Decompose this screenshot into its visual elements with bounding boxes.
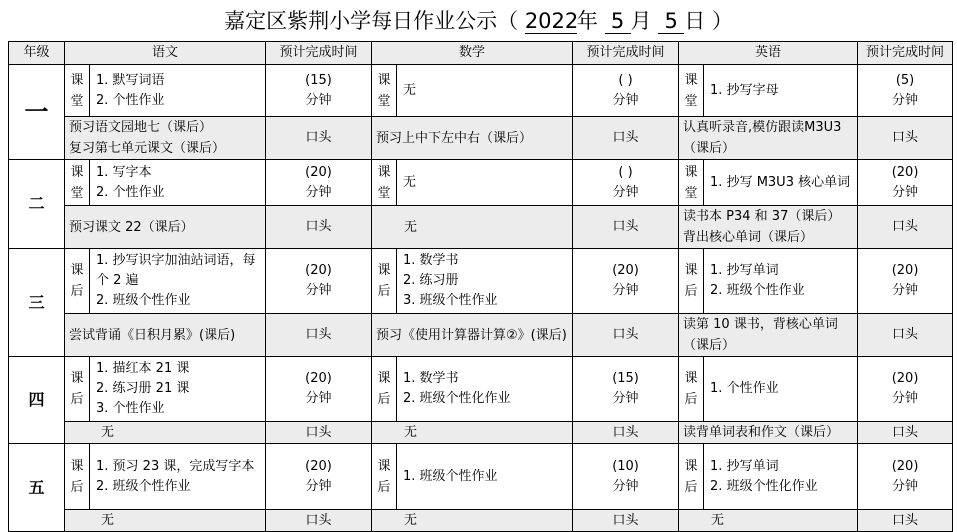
chinese-task-line: 1. 默写词语 [96,72,165,88]
chinese-class-type-char: 课 [70,72,84,88]
title-year: 2022 [524,9,579,33]
math-time-value: (15) [612,371,639,386]
chinese-after-class-time: 口头 [266,510,372,532]
math-class-type-char: 课 [377,164,391,180]
math-class-type [372,65,397,117]
math-after-class-line: 无 [404,219,418,235]
chinese-time-unit: 分钟 [305,478,332,494]
math-after-class-line: 预习《使用计算器计算②》(课后) [376,327,567,343]
math-class-type-char: 后 [377,392,391,407]
chinese-task-line: 2. 个性作业 [96,92,165,108]
english-task-line: 1. 个性作业 [710,381,779,396]
header-time-english: 预计完成时间 [858,42,953,65]
english-time-value: (5) [895,72,915,88]
math-after-class-time: 口头 [573,510,679,532]
chinese-tasks [90,65,266,117]
grade-row [9,357,953,422]
chinese-task-line: 2. 个性作业 [96,184,165,200]
english-tasks [704,249,858,314]
math-time [573,160,679,206]
math-after-class [372,510,573,532]
chinese-class-type-char: 堂 [70,93,84,109]
english-time [858,444,953,510]
grade-label: 一 [9,65,65,160]
english-class-type-char: 课 [684,458,698,474]
english-time [858,357,953,422]
english-after-class-line: （课后） [683,141,736,156]
english-tasks [704,160,858,206]
chinese-tasks [90,160,266,206]
english-time-value: (20) [891,164,919,180]
chinese-time-value: (20) [305,371,332,386]
header-chinese: 语文 [65,42,266,65]
math-tasks [397,444,573,510]
chinese-class-type [65,357,90,422]
chinese-tasks [90,444,266,510]
math-after-class-time: 口头 [573,314,679,357]
math-time-unit: 分钟 [612,283,639,298]
after-class-row [9,314,953,357]
grade-label: 二 [9,160,65,249]
chinese-class-type [65,444,90,510]
math-time [573,249,679,314]
math-after-class-line: 无 [404,513,418,528]
math-time-unit: 分钟 [612,478,639,494]
math-class-type-char: 课 [377,371,391,386]
english-class-type [679,357,704,422]
english-class-type-char: 后 [684,392,698,407]
math-time-value: ( ) [618,72,633,88]
english-time-unit: 分钟 [892,478,919,494]
english-class-type [679,444,704,510]
chinese-after-class-time: 口头 [266,206,372,249]
chinese-after-class [65,117,266,160]
grade-label: 五 [9,444,65,532]
chinese-class-type-char: 课 [70,371,84,386]
header-grade: 年级 [9,42,65,65]
math-time-value: (10) [612,458,639,474]
math-class-type-char: 课 [377,263,391,278]
grade-row [9,65,953,117]
english-tasks [704,357,858,422]
chinese-task-line: 2. 班级个性作业 [96,478,191,494]
english-after-class-line: 背出核心单词（课后） [683,230,814,245]
english-task-line: 1. 抄写单词 [710,263,779,278]
math-after-class-time: 口头 [573,206,679,249]
title-day: 5 [658,9,684,34]
chinese-after-class-time: 口头 [266,422,372,444]
chinese-after-class-line: 预习课文 22（课后） [69,219,194,235]
english-after-class-time: 口头 [858,117,953,160]
math-time [573,357,679,422]
english-class-type [679,65,704,117]
chinese-task-line: 1. 描红本 21 课 [96,361,190,376]
english-task-line: 2. 班级个性化作业 [710,478,818,494]
title-month-unit: 月 [630,9,652,33]
chinese-task-line: 2. 班级个性作业 [96,293,191,308]
math-class-type [372,357,397,422]
math-after-class-time: 口头 [573,422,679,444]
math-time-unit: 分钟 [612,391,639,406]
chinese-after-class-line: 无 [101,425,115,440]
chinese-class-type [65,160,90,206]
grade-label: 三 [9,249,65,357]
header-row [9,42,953,65]
english-class-type-char: 课 [684,164,698,180]
english-after-class-time: 口头 [858,422,953,444]
chinese-time-value: (20) [305,458,332,474]
homework-table [8,41,953,532]
english-task-line: 1. 抄写字母 [710,82,779,98]
title-year-unit: 年 [576,9,598,33]
chinese-time-unit: 分钟 [305,283,332,298]
after-class-row [9,510,953,532]
math-class-type-char: 课 [377,458,391,474]
chinese-after-class-line: 预习语文园地七（课后） [69,120,213,135]
english-after-class-line: 读第 10 课书，背核心单词 [683,317,838,332]
english-after-class-line: 读书本 P34 和 37（课后） [683,209,841,224]
math-time-unit: 分钟 [612,92,639,108]
math-task-line: 无 [403,82,417,98]
math-after-class [372,117,573,160]
math-time [573,65,679,117]
chinese-time-value: (15) [305,72,332,88]
english-after-class [679,314,858,357]
grade-row [9,160,953,206]
chinese-class-type-char: 课 [70,263,84,278]
english-task-line: 1. 抄写 M3U3 核心单词 [710,174,851,190]
header-english: 英语 [679,42,858,65]
english-after-class-time: 口头 [858,206,953,249]
chinese-time [266,65,372,117]
chinese-time [266,249,372,314]
grade-row [9,444,953,510]
english-class-type-char: 课 [684,371,698,386]
english-after-class [679,422,858,444]
title-day-unit: 日 [684,9,706,33]
chinese-task-line: 1. 抄写识字加油站词语，每个 2 遍 [96,253,256,288]
math-tasks [397,357,573,422]
chinese-after-class-time: 口头 [266,117,372,160]
math-after-class-line: 预习上中下左中右（课后） [376,130,533,146]
math-time-unit: 分钟 [612,184,639,200]
english-time-unit: 分钟 [892,184,919,200]
chinese-time-unit: 分钟 [305,184,332,200]
chinese-class-type-char: 堂 [70,185,84,201]
math-task-line: 1. 数学书 [403,253,459,268]
chinese-class-type-char: 课 [70,458,84,474]
english-after-class-line: 无 [711,513,725,528]
english-time-unit: 分钟 [892,92,919,108]
after-class-row [9,117,953,160]
english-class-type-char: 后 [684,479,698,495]
grade-label: 四 [9,357,65,444]
title-suffix: ） [711,9,733,33]
chinese-after-class [65,314,266,357]
math-task-line: 1. 班级个性作业 [403,468,498,484]
title-month: 5 [605,9,631,34]
chinese-class-type [65,65,90,117]
english-time-value: (20) [891,371,919,386]
english-time-unit: 分钟 [892,391,919,406]
title-prefix: 嘉定区紫荆小学每日作业公示（ [224,9,519,33]
chinese-time-unit: 分钟 [305,391,332,406]
chinese-after-class-line: 复习第七单元课文（课后） [69,141,226,156]
english-class-type [679,249,704,314]
chinese-after-class-line: 无 [101,513,115,528]
header-time-chinese: 预计完成时间 [266,42,372,65]
chinese-class-type-char: 课 [70,164,84,180]
math-class-type [372,444,397,510]
chinese-time-value: (20) [305,164,332,180]
math-after-class-time: 口头 [573,117,679,160]
chinese-time-unit: 分钟 [305,92,332,108]
math-class-type-char: 课 [377,72,391,88]
english-after-class-time: 口头 [858,510,953,532]
chinese-class-type-char: 后 [70,392,84,407]
english-tasks [704,444,858,510]
chinese-after-class [65,510,266,532]
math-task-line: 1. 数学书 [403,371,459,386]
page-title [0,4,957,38]
grade-row [9,249,953,314]
english-time-unit: 分钟 [892,283,919,298]
chinese-task-line: 1. 预习 23 课，完成写字本 [96,458,255,474]
chinese-after-class-line: 尝试背诵《日积月累》(课后) [69,327,236,343]
header-math: 数学 [372,42,573,65]
math-after-class [372,422,573,444]
chinese-after-class-time: 口头 [266,314,372,357]
english-after-class-time: 口头 [858,314,953,357]
math-task-line: 2. 班级个性化作业 [403,391,511,406]
english-class-type-char: 课 [684,263,698,278]
english-after-class [679,510,858,532]
english-after-class [679,206,858,249]
english-class-type-char: 堂 [684,185,698,201]
english-class-type-char: 课 [684,72,698,88]
english-after-class-line: 认真听录音,模仿跟读M3U3 [683,120,842,135]
english-time-value: (20) [891,458,919,474]
english-task-line: 2. 班级个性作业 [710,283,805,298]
math-class-type-char: 堂 [377,185,391,201]
math-class-type [372,160,397,206]
math-task-line: 2. 练习册 [403,273,459,288]
math-after-class [372,314,573,357]
math-class-type-char: 后 [377,479,391,495]
chinese-task-line: 3. 个性作业 [96,401,165,416]
english-after-class [679,117,858,160]
math-task-line: 无 [403,174,417,190]
english-task-line: 1. 抄写单词 [710,458,779,474]
header-time-math: 预计完成时间 [573,42,679,65]
english-after-class-line: 读背单词表和作文（课后） [683,425,840,440]
chinese-tasks [90,357,266,422]
math-time-value: (20) [612,263,639,278]
math-class-type [372,249,397,314]
english-time [858,249,953,314]
chinese-class-type [65,249,90,314]
chinese-time [266,357,372,422]
english-time-value: (20) [891,263,919,278]
chinese-time-value: (20) [305,263,332,278]
english-time [858,65,953,117]
chinese-after-class [65,422,266,444]
math-time-value: ( ) [618,164,633,180]
english-class-type-char: 后 [684,284,698,299]
english-tasks [704,65,858,117]
math-tasks [397,65,573,117]
chinese-tasks [90,249,266,314]
after-class-row [9,422,953,444]
chinese-task-line: 1. 写字本 [96,164,152,180]
after-class-row [9,206,953,249]
math-tasks [397,160,573,206]
chinese-class-type-char: 后 [70,479,84,495]
math-class-type-char: 堂 [377,93,391,109]
math-class-type-char: 后 [377,284,391,299]
english-after-class-line: （课后） [683,338,736,353]
english-class-type-char: 堂 [684,93,698,109]
math-after-class [372,206,573,249]
chinese-after-class [65,206,266,249]
chinese-time [266,444,372,510]
english-class-type [679,160,704,206]
math-task-line: 3. 班级个性作业 [403,293,498,308]
math-tasks [397,249,573,314]
chinese-task-line: 2. 练习册 21 课 [96,381,190,396]
english-time [858,160,953,206]
math-time [573,444,679,510]
chinese-class-type-char: 后 [70,284,84,299]
chinese-time [266,160,372,206]
math-after-class-line: 无 [404,425,418,440]
